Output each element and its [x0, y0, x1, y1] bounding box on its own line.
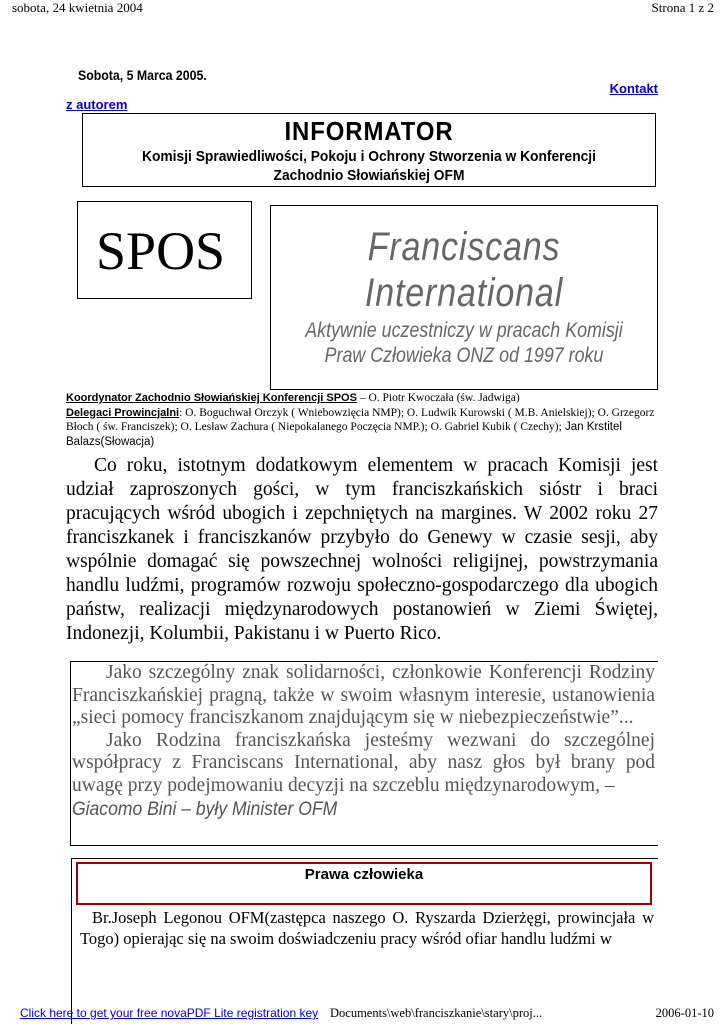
print-date: sobota, 24 kwietnia 2004 [12, 0, 143, 15]
novapdf-link[interactable]: Click here to get your free novaPDF Lite registration key [20, 1006, 319, 1020]
delegates-last: Jan Krstitel Balazs(Słowacja) [66, 421, 622, 448]
prawa-paragraph: Br.Joseph Legonou OFM(zastępca naszego O. Ryszarda Dzierżęgi, prowincjała w Togo) opierając się na swoim doświadczeniu pracy wśród ofiar handlu ludźmi w [80, 908, 654, 948]
spos-logo-text: SPOS [96, 221, 226, 281]
informator-title: INFORMATOR [284, 116, 454, 146]
coordinators-block [66, 391, 666, 449]
informator-subtitle-2: Zachodnio Słowiańskiej OFM [273, 167, 465, 184]
informator-header [82, 113, 656, 187]
fi-subtitle-2: Praw Człowieka ONZ od 1997 roku [324, 344, 604, 367]
fi-subtitle-1: Aktywnie uczestniczy w pracach Komisji [305, 319, 623, 342]
fi-title-1: Franciscans [367, 225, 561, 269]
fi-title-2: International [364, 271, 564, 315]
coordinator-value: – O. Piotr Kwoczała (św. Jadwiga) [356, 392, 520, 404]
quote-box [70, 661, 658, 846]
delegates-label: Delegaci Prowincjalni [66, 406, 180, 419]
footer-date: 2006-01-10 [655, 1006, 714, 1020]
prawa-heading-box [76, 862, 652, 905]
informator-subtitle-1: Komisji Sprawiedliwości, Pokoju i Ochrony Stworzenia w Konferencji [142, 148, 596, 165]
coordinator-label: Koordynator Zachodnio Słowiańskiej Konferencji SPOS [66, 392, 357, 404]
issue-date: Sobota, 5 Marca 2005. [78, 67, 207, 83]
page-number: Strona 1 z 2 [651, 0, 714, 15]
franciscans-international-box [270, 205, 658, 390]
quote-signature: Giacomo Bini – były Minister OFM [72, 797, 338, 820]
autor-link[interactable]: z autorem [66, 97, 128, 112]
prawa-heading: Prawa człowieka [304, 866, 424, 883]
main-paragraph: Co roku, istotnym dodatkowym elementem w pracach Komisji jest udział zaproszonych gości, w tym franciszkańskich sióstr i braci pracujących wśród ubogich i zepchniętych na margines. W 2002 roku 27 franciszkanek i franciszkanów przybyło do Genewy w czasie sesji, aby wspólnie domagać się powszechnej wolności religijnej, powstrzymania handlu ludźmi, programów rozwoju społeczno-gospodarczego dla ubogich państw, realizacji międzynarodowych postanowień w Ziemi Świętej, Indonezji, Kolumbii, Pakistanu i w Puerto Rico. [66, 455, 658, 644]
quote-text [72, 662, 655, 820]
spos-logo-box [77, 201, 252, 299]
quote-paragraph-2: Jako Rodzina franciszkańska jesteśmy wezwani do szczególnej współpracy z Franciscans International, aby nasz głos był brany pod uwagę przy podejmowaniu decyzji na szczeblu międzynarodowym, – [72, 729, 655, 796]
file-path: Documents\web\franciszkanie\stary\proj... [330, 1006, 543, 1020]
quote-paragraph-1: Jako szczególny znak solidarności, członkowie Konferencji Rodziny Franciszkańskiej pragną, także w swoim własnym interesie, ustanowienia „sieci pomocy franciszkanom znajdującym się w niebezpieczeństwie”... [72, 662, 655, 729]
kontakt-link[interactable]: Kontakt [609, 81, 658, 96]
delegates-value: : O. Boguchwał Orczyk ( Wniebowzięcia NMP); O. Ludwik Kurowski ( M.B. Anielskiej); O. Grzegorz Błoch ( św. Franciszek); O. Lesław Zachura ( Niepokalanego Poczęcia NMP.); O. Gabriel Kubik ( Czechy); [66, 406, 655, 433]
